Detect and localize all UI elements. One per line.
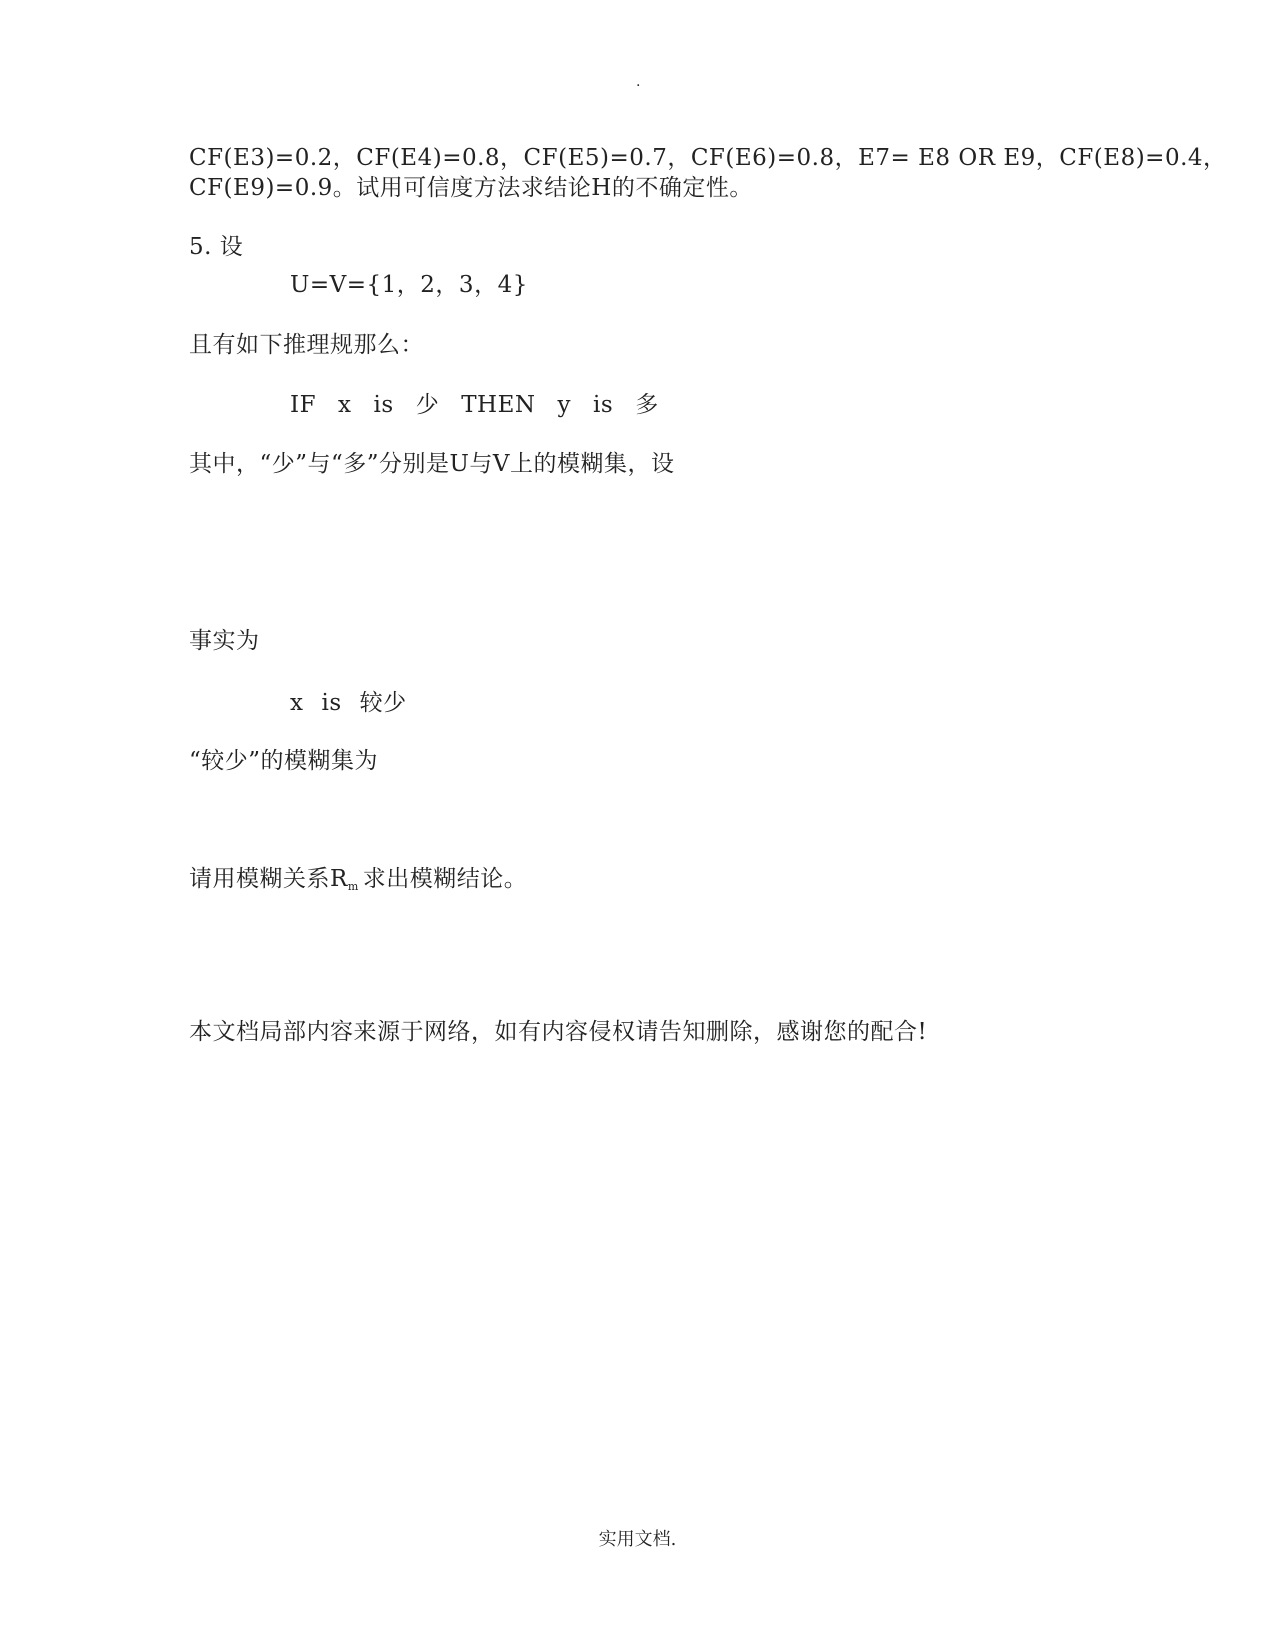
- less-fuzzy-set-line: “较少”的模糊集为: [189, 748, 379, 774]
- fuzzy-sets-line: 其中，“少”与“多”分别是U与V上的模糊集，设: [189, 451, 675, 477]
- rule-token: is: [373, 392, 394, 418]
- rule-token: IF: [290, 392, 317, 418]
- fact-token: x: [290, 690, 304, 716]
- question-5-label: 5. 设: [189, 234, 244, 260]
- rule-token: THEN: [461, 392, 536, 418]
- fact-intro: 事实为: [189, 628, 260, 654]
- request-prefix: 请用模糊关系R: [189, 866, 348, 892]
- fact-token: 较少: [359, 690, 407, 716]
- cf-values-line-2: CF(E9)=0.9。试用可信度方法求结论H的不确定性。: [189, 175, 753, 201]
- request-suffix: 求出模糊结论。: [362, 866, 528, 892]
- rule-token: y: [557, 392, 572, 418]
- request-line: [189, 864, 527, 902]
- page-footer: 实用文档.: [598, 1529, 677, 1550]
- fact-token: is: [321, 690, 342, 716]
- rule-token: 少: [415, 392, 440, 418]
- relation-subscript: m: [347, 880, 359, 893]
- disclaimer: 本文档局部内容来源于网络，如有内容侵权请告知删除，感谢您的配合!: [189, 1019, 928, 1045]
- fact-statement: [290, 688, 425, 718]
- inference-rule: [290, 390, 681, 420]
- universe-set: U=V={1，2，3，4}: [290, 272, 528, 298]
- rule-token: x: [338, 392, 352, 418]
- cf-values-line-1: CF(E3)=0.2，CF(E4)=0.8，CF(E5)=0.7，CF(E6)=0.8，E7= E8 OR E9，CF(E8)=0.4，: [189, 145, 1227, 171]
- rule-token: is: [593, 392, 614, 418]
- rule-token: 多: [635, 392, 659, 418]
- page-header-mark: .: [636, 74, 641, 90]
- rules-intro: 且有如下推理规那么：: [189, 332, 424, 358]
